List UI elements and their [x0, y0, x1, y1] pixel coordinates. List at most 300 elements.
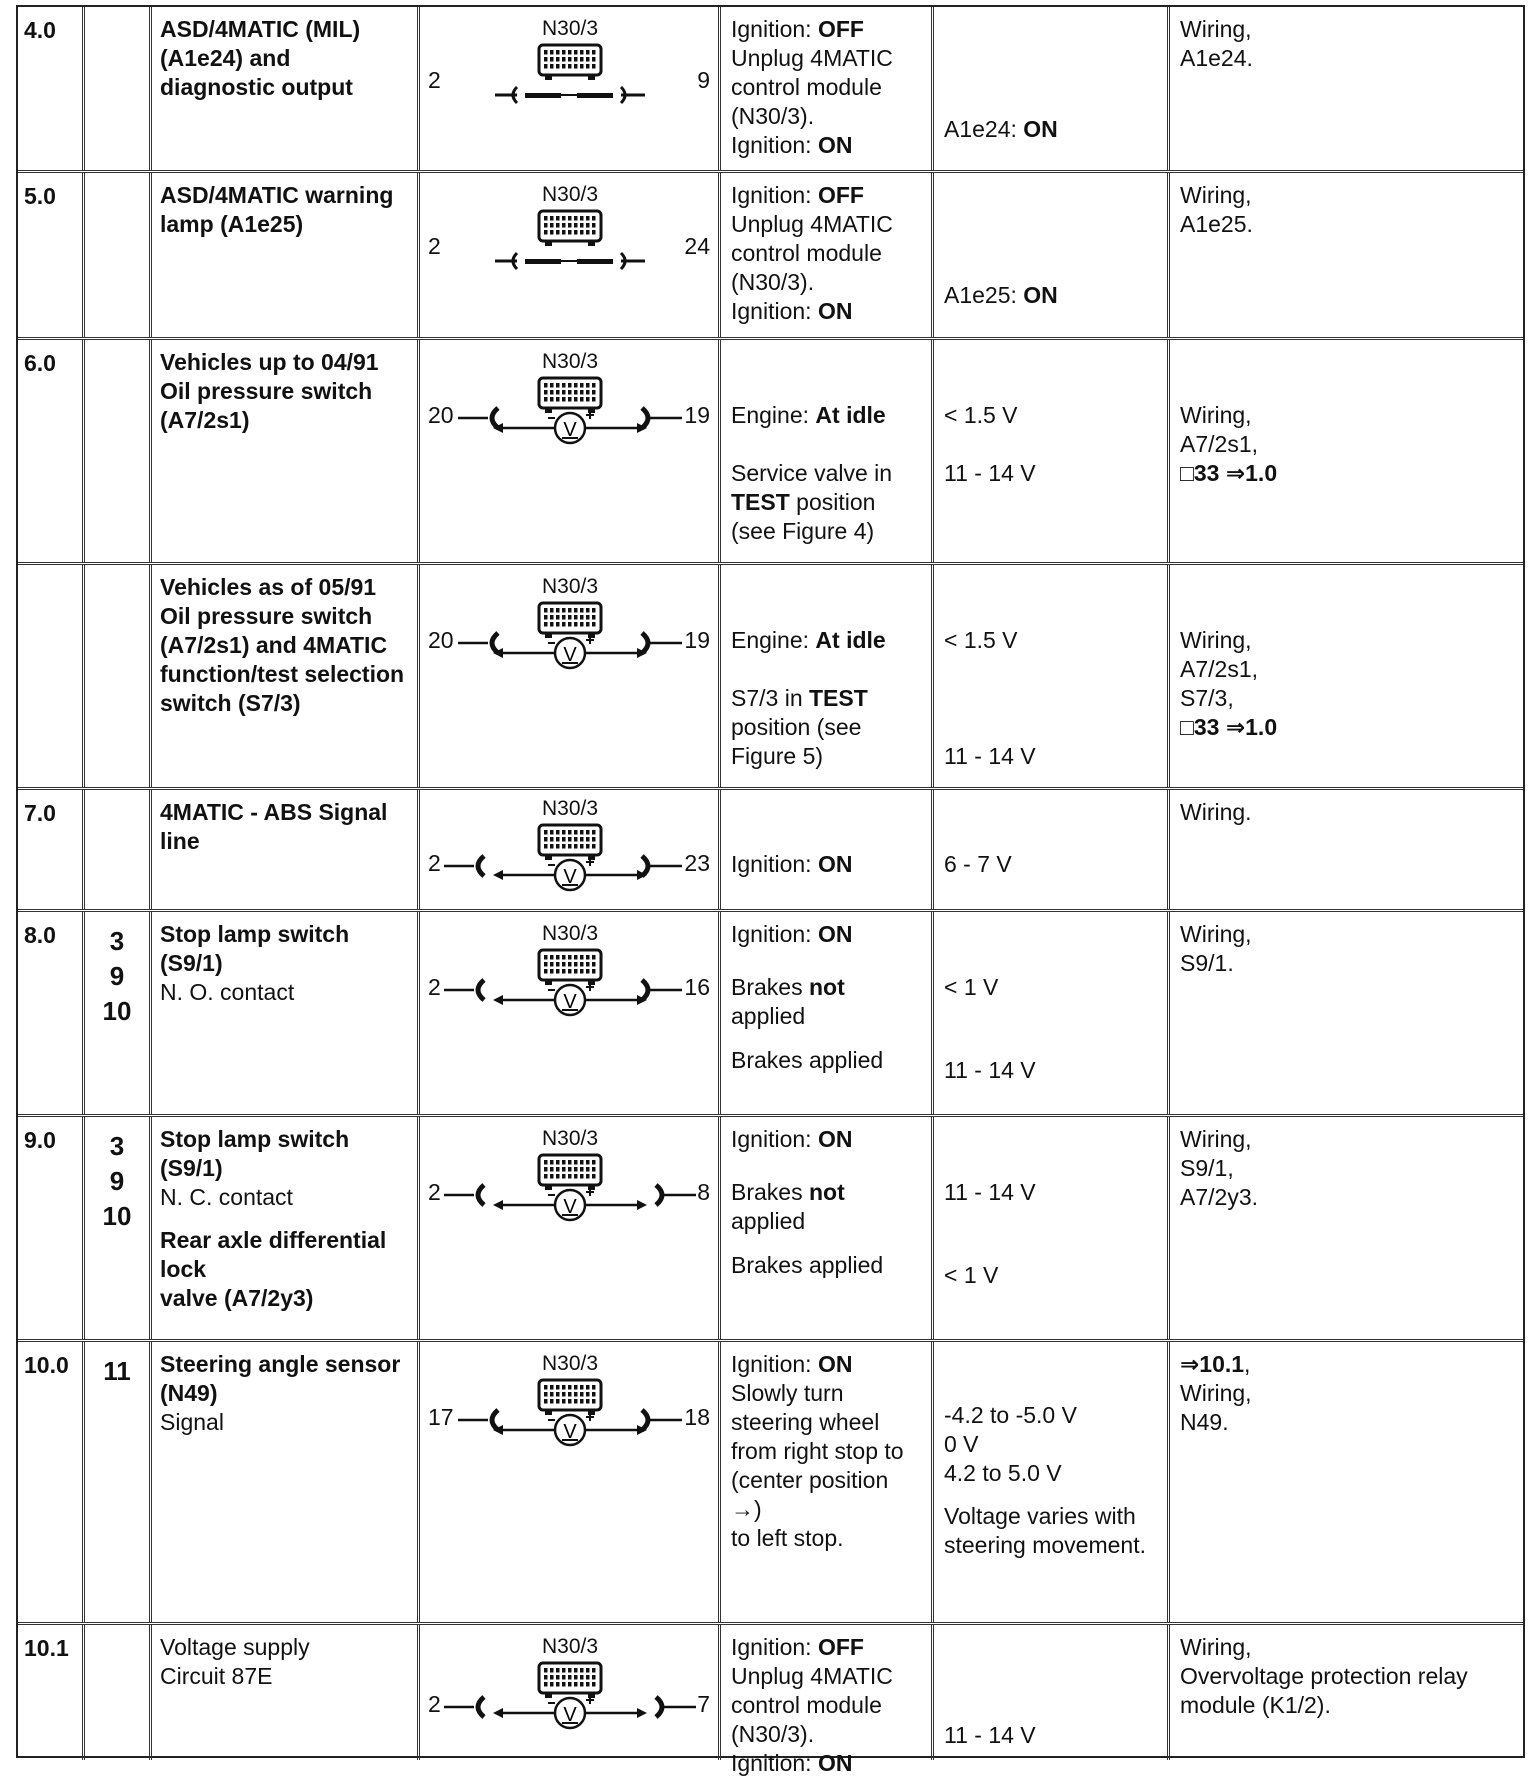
description-cell: [152, 7, 420, 170]
pin-dot: [574, 844, 578, 849]
text-segment: ASD/4MATIC (MIL) (A1e24) and diagnostic output: [160, 16, 361, 100]
text-segment: Ignition:: [731, 1634, 818, 1660]
connector-foot: [545, 1185, 552, 1190]
text-segment: N49.: [1180, 1409, 1229, 1435]
step-cell: [18, 565, 85, 787]
text-segment: Overvoltage protection relay module (K1/2).: [1180, 1663, 1468, 1718]
pin-dot: [544, 1174, 548, 1179]
pin-dot: [562, 622, 566, 627]
pin-dot: [592, 57, 596, 62]
value-line: 4.2 to 5.0 V: [944, 1460, 1062, 1486]
pin-dot: [562, 223, 566, 228]
step-number: 7.0: [24, 800, 56, 826]
wire-segment: [525, 93, 561, 98]
remedy-text: [1180, 1633, 1515, 1720]
pin-dot: [550, 230, 554, 235]
condition-text: [731, 626, 923, 655]
pin-dot: [574, 216, 578, 221]
step-number: 10.0: [24, 1352, 69, 1378]
condition-cell: [721, 565, 934, 787]
connector-label: N30/3: [541, 350, 599, 373]
pin-dot: [550, 830, 554, 835]
arrow-left: [493, 1200, 503, 1210]
text-segment: ⇒10.1: [1180, 1351, 1245, 1377]
reference-number: 9: [109, 1166, 125, 1196]
pin-dot: [556, 1167, 560, 1172]
pin-dot: [574, 1392, 578, 1397]
text-segment: Wiring,: [1180, 402, 1252, 428]
step-cell: [18, 340, 85, 562]
pin-dot: [580, 622, 584, 627]
text-segment: N. O. contact: [160, 979, 295, 1005]
pin-dot: [550, 1668, 554, 1673]
text-segment: Ignition:: [731, 1126, 818, 1152]
symbol-cell: [520, 565, 600, 787]
value-cell: [934, 7, 1170, 170]
reference-number: 3: [109, 1131, 125, 1161]
pin-dot: [592, 1160, 596, 1165]
pin-dot: [580, 969, 584, 974]
step-cell: [18, 1117, 85, 1339]
component-description: [160, 573, 409, 718]
text-segment: Wiring,: [1180, 1126, 1252, 1152]
symbol-cell: [520, 1625, 600, 1760]
pin-dot: [574, 615, 578, 620]
text-segment: valve (A7/2y3): [160, 1285, 314, 1311]
pin-dot: [568, 1385, 572, 1390]
pin-dot: [586, 1392, 590, 1397]
remedy-cell: [1170, 565, 1523, 787]
pin-dot: [568, 962, 572, 967]
pin-dot: [544, 57, 548, 62]
connector-foot: [545, 633, 552, 638]
pin-dot: [556, 1399, 560, 1404]
arrow-left: [493, 648, 503, 658]
text-segment: ON: [817, 298, 853, 324]
text-segment: ON: [1023, 116, 1058, 142]
value-cell: [934, 340, 1170, 562]
reference-number: 3: [109, 926, 125, 956]
pin-b-cell: [600, 7, 721, 170]
pin-b-number: 7: [697, 1691, 710, 1717]
value-line: 0 V: [944, 1431, 979, 1457]
pin-b-number: 8: [697, 1179, 710, 1205]
pin-dot: [568, 1160, 572, 1165]
pin-dot: [580, 50, 584, 55]
pin-b-number: 18: [684, 1404, 710, 1430]
value-lines: [944, 1401, 1159, 1560]
component-description-extra: [160, 1226, 409, 1313]
condition-text: [731, 15, 923, 160]
text-segment: Circuit 87E: [160, 1663, 273, 1689]
step-cell: [18, 1342, 85, 1622]
pin-dot: [544, 1668, 548, 1673]
pin-dot: [544, 608, 548, 613]
pin-a-number: 2: [428, 1179, 441, 1205]
pin-dot: [592, 955, 596, 960]
reference-cell: [85, 565, 152, 787]
pin-dot: [562, 1160, 566, 1165]
pin-dot: [592, 1385, 596, 1390]
text-segment: Wiring,: [1180, 1380, 1252, 1406]
reference-number: 10: [102, 996, 132, 1026]
pin-dot: [544, 390, 548, 395]
condition-cell: [721, 790, 934, 909]
pin-dot: [550, 608, 554, 613]
connector-label: N30/3: [541, 1127, 599, 1150]
pin-dot: [550, 1160, 554, 1165]
pin-dot: [550, 383, 554, 388]
text-segment: Wiring,: [1180, 627, 1252, 653]
value-text: [944, 115, 1159, 144]
value-note: Voltage varies with steering movement.: [944, 1503, 1146, 1558]
pin-dot: [580, 1675, 584, 1680]
text-segment: OFF: [817, 182, 864, 208]
pin-dot: [562, 390, 566, 395]
table-row: [18, 173, 1523, 340]
pin-dot: [586, 390, 590, 395]
pin-dot: [568, 64, 572, 69]
pin-dot: [550, 969, 554, 974]
pin-dot: [592, 1682, 596, 1687]
condition-text: [731, 1046, 923, 1075]
table-row: [18, 912, 1523, 1117]
arrow-left: [493, 995, 503, 1005]
value-cell: [934, 173, 1170, 337]
text-segment: □33 ⇒1.0: [1180, 714, 1278, 740]
pin-dot: [586, 844, 590, 849]
pin-dot: [580, 57, 584, 62]
pin-dot: [568, 1668, 572, 1673]
pin-dot: [574, 383, 578, 388]
value-cell: [934, 565, 1170, 787]
pin-a-number: 20: [428, 627, 454, 653]
voltmeter-glyph: V: [563, 419, 577, 441]
pin-dot: [586, 397, 590, 402]
component-description: [160, 1350, 409, 1437]
pin-b-number: 24: [684, 233, 710, 259]
connector-foot: [545, 408, 552, 413]
value-text: < 1 V: [944, 1262, 999, 1288]
text-segment: A1e24:: [944, 116, 1024, 142]
pin-dot: [550, 837, 554, 842]
probe-right-icon: [634, 403, 682, 433]
text-segment: Ignition:: [731, 1750, 818, 1776]
step-number: 8.0: [24, 922, 56, 948]
text-segment: Wiring,: [1180, 1634, 1252, 1660]
table-row: [18, 340, 1523, 565]
pin-dot: [556, 50, 560, 55]
pin-dot: [592, 383, 596, 388]
text-segment: Unplug 4MATIC control module (N30/3).: [731, 211, 893, 295]
text-segment: A7/2y3.: [1180, 1184, 1258, 1210]
text-segment: position (see Figure 4): [731, 489, 876, 544]
pin-dot: [568, 837, 572, 842]
remedy-text: [1180, 626, 1515, 742]
pin-dot: [562, 830, 566, 835]
pin-dot: [586, 57, 590, 62]
pin-dot: [586, 216, 590, 221]
reference-numbers: [85, 924, 149, 1029]
pin-dot: [550, 955, 554, 960]
connector-label: N30/3: [541, 1352, 599, 1375]
reference-number: 9: [109, 961, 125, 991]
reference-numbers: [85, 1129, 149, 1234]
pin-dot: [586, 1174, 590, 1179]
condition-text: [731, 181, 923, 326]
table-row: [18, 7, 1523, 173]
pin-dot: [568, 1167, 572, 1172]
reference-numbers: [85, 1354, 149, 1389]
pin-dot: [580, 837, 584, 842]
condition-text: [731, 401, 923, 430]
text-segment: Engine:: [731, 627, 816, 653]
pin-dot: [550, 1167, 554, 1172]
value-text: 11 - 14 V: [944, 1179, 1036, 1205]
text-segment: Ignition:: [731, 132, 818, 158]
text-segment: OFF: [817, 1634, 864, 1660]
pin-dot: [550, 397, 554, 402]
text-segment: A7/2s1,: [1180, 431, 1258, 457]
pin-dot: [550, 1385, 554, 1390]
pin-dot: [544, 223, 548, 228]
pin-dot: [586, 64, 590, 69]
connector-label: N30/3: [541, 797, 599, 820]
pin-dot: [586, 1385, 590, 1390]
probe-right-icon: [634, 628, 682, 658]
pin-dot: [556, 844, 560, 849]
pin-dot: [580, 608, 584, 613]
pin-dot: [556, 622, 560, 627]
text-segment: Unplug 4MATIC control module (N30/3).: [731, 1663, 893, 1747]
pin-dot: [580, 830, 584, 835]
pin-dot: [550, 1675, 554, 1680]
test-table: [16, 5, 1525, 1776]
pin-dot: [562, 955, 566, 960]
pin-dot: [562, 615, 566, 620]
text-segment: Brakes applied: [731, 1047, 884, 1073]
table-row: [18, 1117, 1523, 1342]
probe-right-icon: [634, 851, 682, 881]
pin-dot: [550, 844, 554, 849]
text-segment: ON: [817, 1126, 853, 1152]
pin-dot: [556, 1668, 560, 1673]
pin-dot: [592, 830, 596, 835]
pin-dot: [580, 1385, 584, 1390]
pin-dot: [544, 1399, 548, 1404]
condition-text: [731, 1350, 923, 1553]
pin-dot: [574, 223, 578, 228]
condition-cell: [721, 340, 934, 562]
pin-dot: [550, 1174, 554, 1179]
pin-dot: [592, 223, 596, 228]
text-segment: A1e24.: [1180, 45, 1253, 71]
condition-cell: [721, 1625, 934, 1776]
text-segment: Vehicles up to 04/91 Oil pressure switch (A7/2s1): [160, 349, 379, 433]
pin-dot: [574, 390, 578, 395]
pin-dot: [586, 837, 590, 842]
text-segment: At idle: [815, 627, 886, 653]
pin-dot: [562, 1682, 566, 1687]
pin-dot: [592, 1675, 596, 1680]
pin-dot: [562, 50, 566, 55]
pin-dot: [574, 1174, 578, 1179]
pin-dot: [580, 64, 584, 69]
pin-dot: [544, 1675, 548, 1680]
pin-dot: [592, 216, 596, 221]
reference-cell: [85, 912, 152, 1114]
text-segment: OFF: [817, 16, 864, 42]
pin-dot: [592, 622, 596, 627]
probe-clip: [642, 1410, 648, 1430]
probe-clip: [656, 1697, 662, 1717]
pin-dot: [574, 1399, 578, 1404]
pin-dot: [550, 1399, 554, 1404]
value-cell: [934, 1117, 1170, 1339]
description-cell: [152, 912, 420, 1114]
text-segment: Ignition:: [731, 16, 818, 42]
remedy-text: [1180, 920, 1515, 978]
text-segment: S7/3,: [1180, 685, 1234, 711]
text-segment: ON: [1023, 282, 1058, 308]
pin-dot: [568, 383, 572, 388]
pin-dot: [586, 622, 590, 627]
pin-dot: [556, 955, 560, 960]
pin-dot: [544, 837, 548, 842]
pin-dot: [556, 216, 560, 221]
remedy-cell: [1170, 790, 1523, 909]
remedy-cell: [1170, 1625, 1523, 1760]
pin-dot: [562, 844, 566, 849]
remedy-text: [1180, 181, 1515, 239]
pin-dot: [550, 1392, 554, 1397]
pin-dot: [544, 1160, 548, 1165]
pin-dot: [550, 216, 554, 221]
pin-dot: [568, 955, 572, 960]
text-segment: A1e25:: [944, 282, 1024, 308]
pin-a-number: 17: [428, 1404, 454, 1430]
text-segment: Signal: [160, 1409, 224, 1435]
pin-dot: [580, 844, 584, 849]
pin-a-number: 2: [428, 974, 441, 1000]
step-cell: [18, 790, 85, 909]
text-segment: ON: [817, 921, 853, 947]
step-number: 9.0: [24, 1127, 56, 1153]
text-segment: Wiring,: [1180, 16, 1252, 42]
pin-b-cell: [600, 1342, 721, 1622]
pin-b-number: 9: [697, 67, 710, 93]
pin-dot: [556, 383, 560, 388]
reference-cell: [85, 1625, 152, 1760]
condition-cell: [721, 1117, 934, 1339]
text-segment: N. C. contact: [160, 1184, 293, 1210]
symbol-cell: [520, 912, 600, 1114]
pin-dot: [550, 57, 554, 62]
pin-dot: [550, 390, 554, 395]
pin-dot: [580, 1668, 584, 1673]
pin-dot: [544, 615, 548, 620]
pin-dot: [562, 230, 566, 235]
pin-dot: [556, 830, 560, 835]
pin-dot: [592, 969, 596, 974]
pin-dot: [592, 230, 596, 235]
pin-dot: [544, 622, 548, 627]
arrow-left: [493, 423, 503, 433]
connector-label: N30/3: [541, 922, 599, 945]
pin-dot: [562, 962, 566, 967]
reference-cell: [85, 173, 152, 337]
value-cell: [934, 790, 1170, 909]
pin-b-cell: [600, 565, 721, 787]
pin-dot: [544, 230, 548, 235]
pin-dot: [556, 615, 560, 620]
remedy-cell: [1170, 912, 1523, 1114]
pin-dot: [562, 969, 566, 974]
value-text: [944, 1721, 1159, 1750]
pin-dot: [580, 230, 584, 235]
probe-clip: [642, 408, 648, 428]
pin-dot: [568, 50, 572, 55]
text-segment: Engine:: [731, 402, 816, 428]
pin-dot: [580, 223, 584, 228]
pin-dot: [574, 955, 578, 960]
pin-dot: [586, 1399, 590, 1404]
text-segment: ON: [817, 1750, 853, 1776]
pin-dot: [586, 608, 590, 613]
pin-dot: [568, 830, 572, 835]
pin-dot: [586, 962, 590, 967]
value-text: 11 - 14 V: [944, 743, 1036, 769]
pin-dot: [586, 1675, 590, 1680]
pin-dot: [580, 397, 584, 402]
text-segment: to left stop.: [731, 1525, 844, 1551]
symbol-cell: [520, 7, 600, 170]
pin-dot: [586, 383, 590, 388]
pin-dot: [556, 390, 560, 395]
pin-dot: [568, 223, 572, 228]
remedy-cell: [1170, 7, 1523, 170]
pin-dot: [568, 1682, 572, 1687]
pin-dot: [586, 969, 590, 974]
condition-text: [731, 850, 923, 879]
description-cell: [152, 1342, 420, 1622]
condition-text: [731, 1633, 923, 1778]
remedy-text: [1180, 1125, 1515, 1212]
value-cell: [934, 912, 1170, 1114]
pin-b-cell: [600, 340, 721, 562]
reference-number: 10: [102, 1201, 132, 1231]
pin-dot: [550, 64, 554, 69]
pin-dot: [562, 1399, 566, 1404]
pin-dot: [556, 1392, 560, 1397]
voltmeter-glyph: V: [563, 991, 577, 1013]
text-segment: At idle: [815, 402, 886, 428]
condition-cell: [721, 7, 934, 170]
description-cell: [152, 1625, 420, 1760]
pin-dot: [580, 383, 584, 388]
pin-dot: [574, 969, 578, 974]
text-segment: A7/2s1,: [1180, 656, 1258, 682]
connector-foot: [545, 1410, 552, 1415]
connector-foot: [545, 241, 552, 246]
pin-dot: [544, 955, 548, 960]
pin-dot: [544, 1682, 548, 1687]
pin-a-number: 20: [428, 402, 454, 428]
pin-dot: [592, 64, 596, 69]
pin-dot: [574, 57, 578, 62]
pin-dot: [556, 57, 560, 62]
pin-dot: [586, 955, 590, 960]
